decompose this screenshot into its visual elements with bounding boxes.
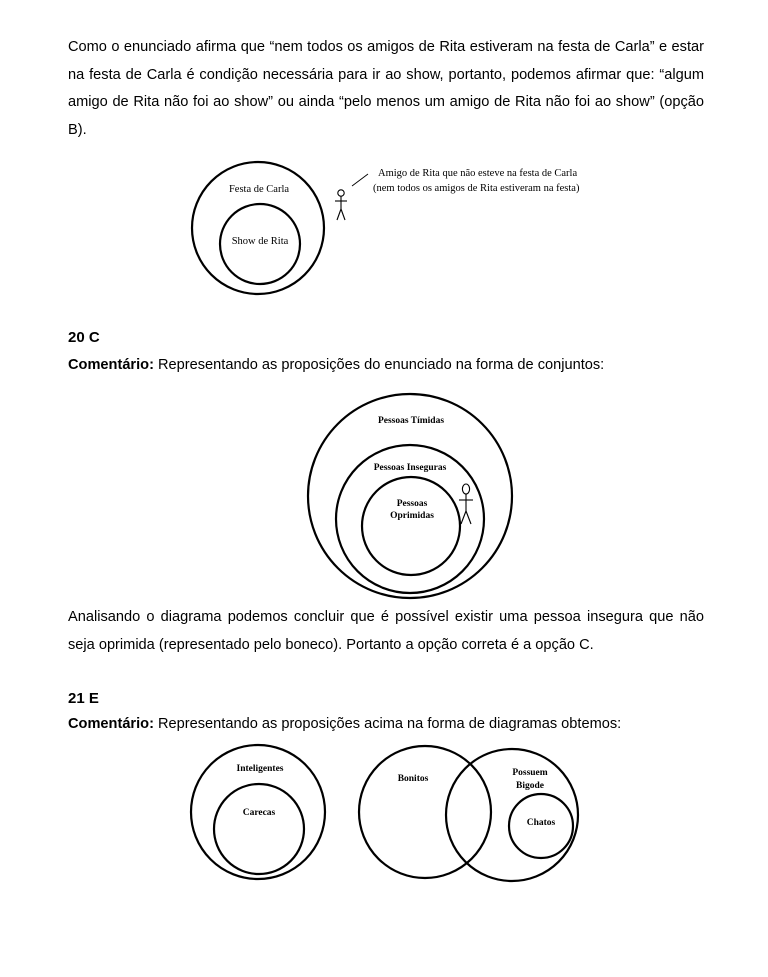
festa-de-carla-circle [192, 162, 324, 294]
question-21-heading: 21 E [68, 690, 99, 707]
diagram-bonitos-bigode [359, 746, 578, 881]
stick-figure-icon [459, 484, 473, 524]
annotation-line1: Amigo de Rita que não esteve na festa de Carla [378, 168, 578, 179]
show-de-rita-label: Show de Rita [231, 236, 289, 247]
inteligentes-label: Inteligentes [236, 764, 284, 774]
bonitos-circle [359, 746, 491, 878]
question-20-analysis: Analisando o diagrama podemos concluir que é possível existir uma pessoa insegura que não seja oprimida (representado pelo boneco). Portanto a opção correta é a opção C. [68, 609, 704, 653]
bigode-label: Bigode [516, 781, 544, 791]
diagram-pessoas [308, 394, 512, 598]
pessoas-oprimidas-label-2: Oprimidas [390, 511, 434, 521]
question-20-heading: 20 C [68, 329, 100, 346]
annotation-pointer [352, 174, 368, 186]
bonitos-label: Bonitos [397, 774, 429, 784]
intro-paragraph: Como o enunciado afirma que “nem todos os amigos de Rita estiveram na festa de Carla” e estar na festa de Carla é condição necessária para ir ao show, portanto, podemos afirmar que: “algum amigo de Rita não foi ao show” ou ainda “pelo menos um amigo de Rita não foi ao show” (opção B). [68, 39, 704, 138]
stick-figure-icon [335, 190, 347, 220]
question-20-comment [68, 357, 604, 373]
comment-text: Representando as proposições do enunciado na forma de conjuntos: [153, 357, 605, 373]
carecas-circle [214, 784, 304, 874]
carecas-label: Carecas [242, 808, 276, 818]
diagram-inteligentes [191, 745, 325, 879]
comment-label: Comentário: [68, 357, 154, 373]
comment-text: Representando as proposições acima na forma de diagramas obtemos: [153, 716, 622, 732]
diagram-festa-show [192, 162, 580, 294]
pessoas-oprimidas-circle [362, 477, 460, 575]
comment-label: Comentário: [68, 716, 154, 732]
question-21-comment [68, 716, 621, 732]
pessoas-oprimidas-label-1: Pessoas [396, 499, 428, 509]
possuem-label: Possuem [512, 768, 548, 778]
pessoas-inseguras-label: Pessoas Inseguras [373, 463, 447, 473]
pessoas-timidas-label: Pessoas Tímidas [377, 416, 445, 426]
annotation-line2: (nem todos os amigos de Rita estiveram na festa) [373, 183, 580, 194]
chatos-label: Chatos [526, 818, 556, 828]
festa-de-carla-label: Festa de Carla [228, 184, 290, 195]
